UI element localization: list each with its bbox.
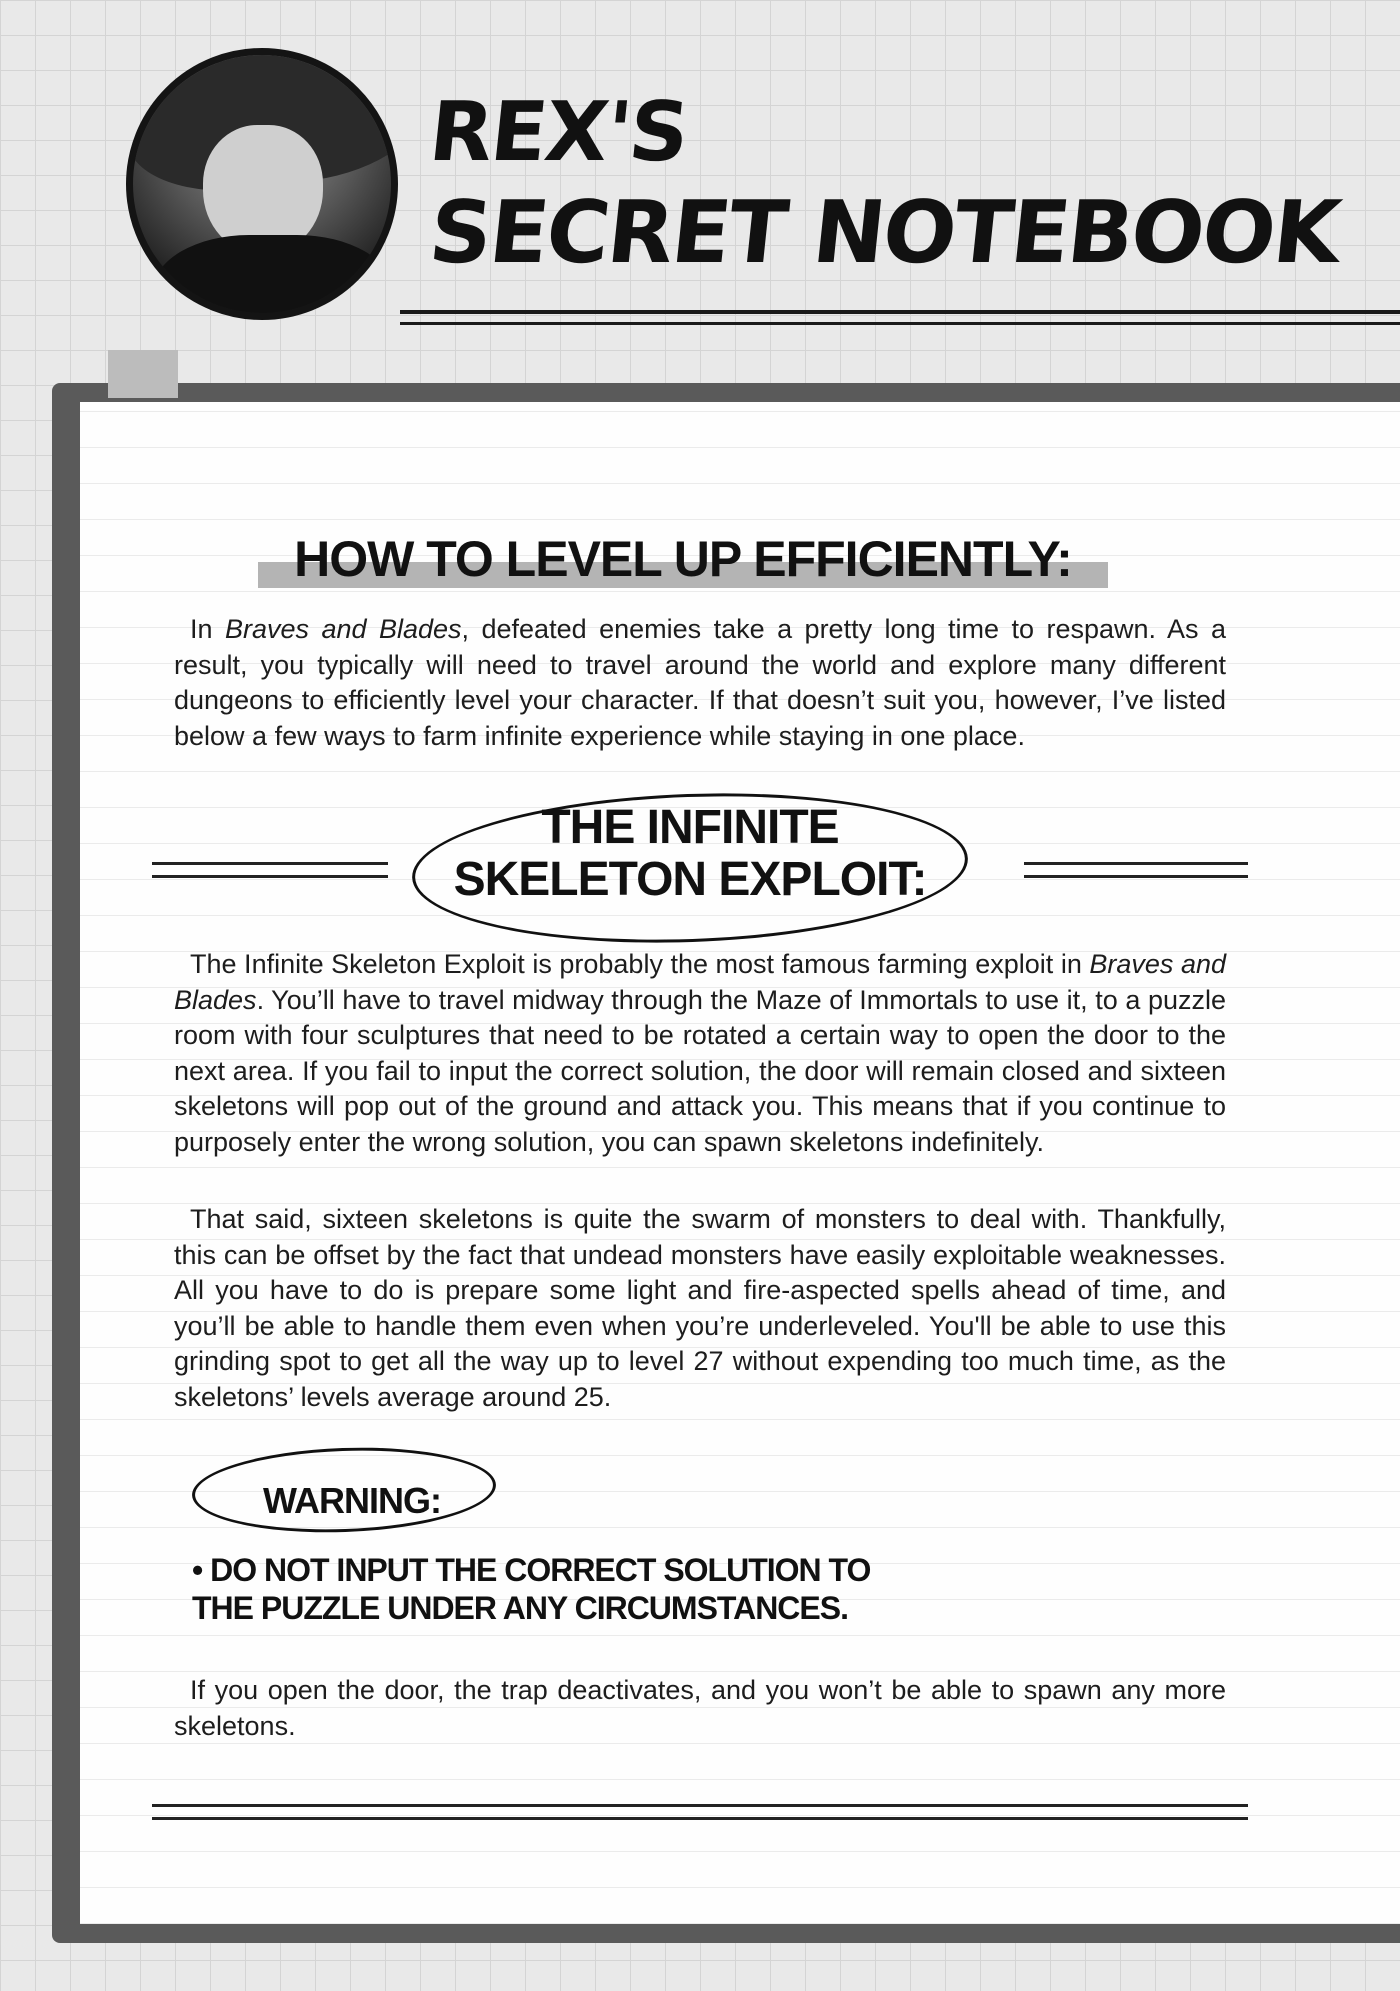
warning-heading: WARNING:	[263, 1480, 441, 1521]
skeleton-text-start: The Infinite Skeleton Exploit is probably the most famous farming exploit in	[190, 949, 1090, 979]
avatar	[126, 48, 398, 320]
warning-followup: If you open the door, the trap deactivates, and you won’t be able to spawn any more skeletons.	[174, 1675, 1226, 1741]
warning-bullet-line-1: • DO NOT INPUT THE CORRECT SOLUTION TO	[192, 1552, 871, 1588]
intro-paragraph	[174, 612, 1226, 754]
divider-left	[152, 862, 388, 878]
section-heading-skeleton-line-2: SKELETON EXPLOIT:	[453, 853, 927, 906]
avatar-coat	[153, 235, 393, 320]
title-underline	[400, 310, 1400, 314]
skeleton-paragraph-1	[174, 947, 1226, 1160]
game-title-italic-2: Braves and Blades	[174, 949, 1226, 1015]
bottom-divider	[152, 1804, 1248, 1820]
section-heading-skeleton-line-1: THE INFINITE	[541, 801, 839, 854]
intro-text-start: In	[190, 614, 225, 644]
title-underline-2	[400, 322, 1400, 325]
skeleton-paragraph-2: That said, sixteen skeletons is quite the swarm of monsters to deal with. Thankfully, this can be offset by the fact that undead monsters have easily exploitable weaknesses. All you have to do is prepare some light and fire-aspected spells ahead of time, and you’ll be able to handle them even when you’re underleveled. You'll be able to use this grinding spot to get all the way up to level 27 without expending too much time, as the skeletons’ levels average around 25.	[174, 1204, 1226, 1412]
page-title-line-2: SECRET NOTEBOOK	[424, 183, 1344, 283]
warning-bullet	[192, 1551, 992, 1627]
tape-strip	[108, 350, 178, 398]
intro-text-rest: , defeated enemies take a pretty long time to respawn. As a result, you typically will need to travel around the world and explore many different dungeons to efficiently level your character. If that doesn’t suit you, however, I’ve listed below a few ways to farm infinite experience while staying in one place.	[174, 614, 1226, 751]
warning-bullet-line-2: THE PUZZLE UNDER ANY CIRCUMSTANCES.	[192, 1590, 848, 1626]
section-heading-level-up: HOW TO LEVEL UP EFFICIENTLY:	[258, 530, 1108, 588]
skeleton-text-rest: . You’ll have to travel midway through the Maze of Immortals to use it, to a puzzle room with four sculptures that need to be rotated a certain way to open the door to the next area. If you fail to input the correct solution, the door will remain closed and sixteen skeletons will pop out of the ground and attack you. This means that if you continue to purposely enter the wrong solution, you can spawn skeletons indefinitely.	[174, 984, 1226, 1157]
divider-right	[1024, 862, 1248, 878]
game-title-italic: Braves and Blades	[224, 614, 462, 644]
page-title-line-1: REX'S	[425, 85, 692, 180]
